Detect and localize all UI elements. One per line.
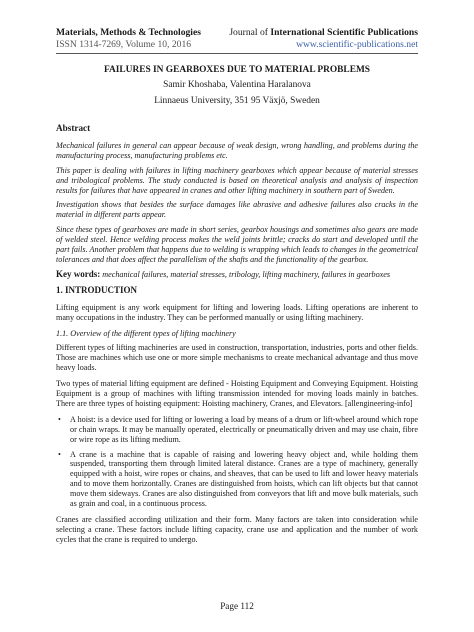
paper-affiliation: Linnaeus University, 351 95 Växjö, Sweden — [154, 96, 320, 106]
publisher-prefix: Journal of — [229, 27, 271, 38]
section-heading-introduction: 1. INTRODUCTION — [56, 284, 138, 295]
subsection-heading: 1.1. Overview of the different types of lifting machinery — [56, 328, 236, 338]
abstract-paragraph: Since these types of gearboxes are made in short series, gearbox housings and sometimes also gears are made of welded steel. Hence welding process makes the weld joints brittle; cracks do start and developed until the part fails. Another problem that happens due to welding is wrapping which leads to changes in the geometrical tolerances and that does affect the parallelism of the shafts and the functionality of the gearbox. — [56, 225, 418, 264]
abstract-heading: Abstract — [56, 123, 91, 133]
journal-header-left — [56, 27, 201, 51]
abstract-paragraph: Investigation shows that besides the surface damages like abrasive and adhesive failures also cracks in the material in different parts appear. — [56, 200, 418, 220]
publisher-line — [229, 27, 418, 39]
keywords-line — [56, 270, 418, 280]
publisher-name: International Scientific Publications — [270, 27, 418, 38]
list-item-text: A crane is a machine that is capable of raising and lowering heavy object and, while holding them suspended, transporting them through limited lateral distance. Cranes are a type of machinery, generally equipped with a hoist, wire ropes or chains, and sheaves, that can be used to lift and lower heavy materials and to move them horizontally. Cranes are distinguished from hoists, which can lift objects but that cannot move them sideways. Cranes are also distinguished from conveyors that lift and move bulk materials, such as grain and coal, in a continuous process. — [70, 449, 418, 509]
publisher-url[interactable]: www.scientific-publications.net — [296, 39, 418, 50]
journal-name: Materials, Methods & Technologies — [56, 27, 201, 38]
issn-volume: ISSN 1314-7269, Volume 10, 2016 — [56, 39, 192, 50]
intro-paragraph: Lifting equipment is any work equipment for lifting and lowering loads. Lifting operations are inherent to many occupations in the industry. They can be performed manually or using lifting machinery. — [56, 302, 418, 322]
paper-title: FAILURES IN GEARBOXES DUE TO MATERIAL PROBLEMS — [103, 65, 371, 75]
intro-paragraph: Cranes are classified according utilization and their form. Many factors are taken into consideration while selecting a crane. These factors include lifting capacity, crane use and application and the number of work cycles that the crane is required to undergo. — [56, 515, 418, 544]
list-item — [56, 415, 418, 445]
page-number: Page 112 — [220, 601, 254, 611]
paper-body — [56, 118, 418, 551]
keywords-label: Key words: — [56, 268, 101, 279]
abstract-paragraph: Mechanical failures in general can appear because of weak design, wrong handling, and problems during the manufacturing process, manufacturing problems etc. — [56, 140, 418, 160]
intro-paragraph: Two types of material lifting equipment are defined - Hoisting Equipment and Conveying Equipment. Hoisting Equipment is a group of machines with lifting transmission intended for moving loads mainly in batches. There are three types of hoisting equipment: Hoisting machinery, Cranes, and Elevators. [allengineering-info] — [56, 379, 418, 408]
keywords-text: mechanical failures, material stresses, tribology, lifting machinery, failures in gearboxes — [100, 269, 391, 279]
bullet-icon: • — [58, 449, 61, 459]
header-divider — [56, 53, 418, 54]
list-item-text: A hoist: is a device used for lifting or lowering a load by means of a drum or lift-wheel around which rope or chain wraps. It may be manually operated, electrically or pneumatically driven and may use chain, fibre or wire rope as its lifting medium. — [70, 414, 418, 444]
bullet-icon: • — [58, 414, 61, 424]
intro-paragraph: Different types of lifting machineries are used in construction, transportation, industries, ports and other fields. Those are machines which use one or more simple mechanisms to create mechanical advantage and thus move heavy loads. — [56, 343, 418, 373]
abstract-section — [56, 141, 418, 265]
list-item — [56, 450, 418, 509]
journal-header-right — [229, 27, 418, 51]
lifting-types-list — [56, 415, 418, 509]
paper-authors: Samir Khoshaba, Valentina Haralanova — [163, 80, 311, 90]
abstract-paragraph: This paper is dealing with failures in lifting machinery gearboxes which appear because of material stresses and tribological problems. The study conducted is based on theoretical analysis and analysis of inspection results for failures that have appeared in cranes and other lifting machinery in southern part of Sweden. — [56, 165, 418, 195]
